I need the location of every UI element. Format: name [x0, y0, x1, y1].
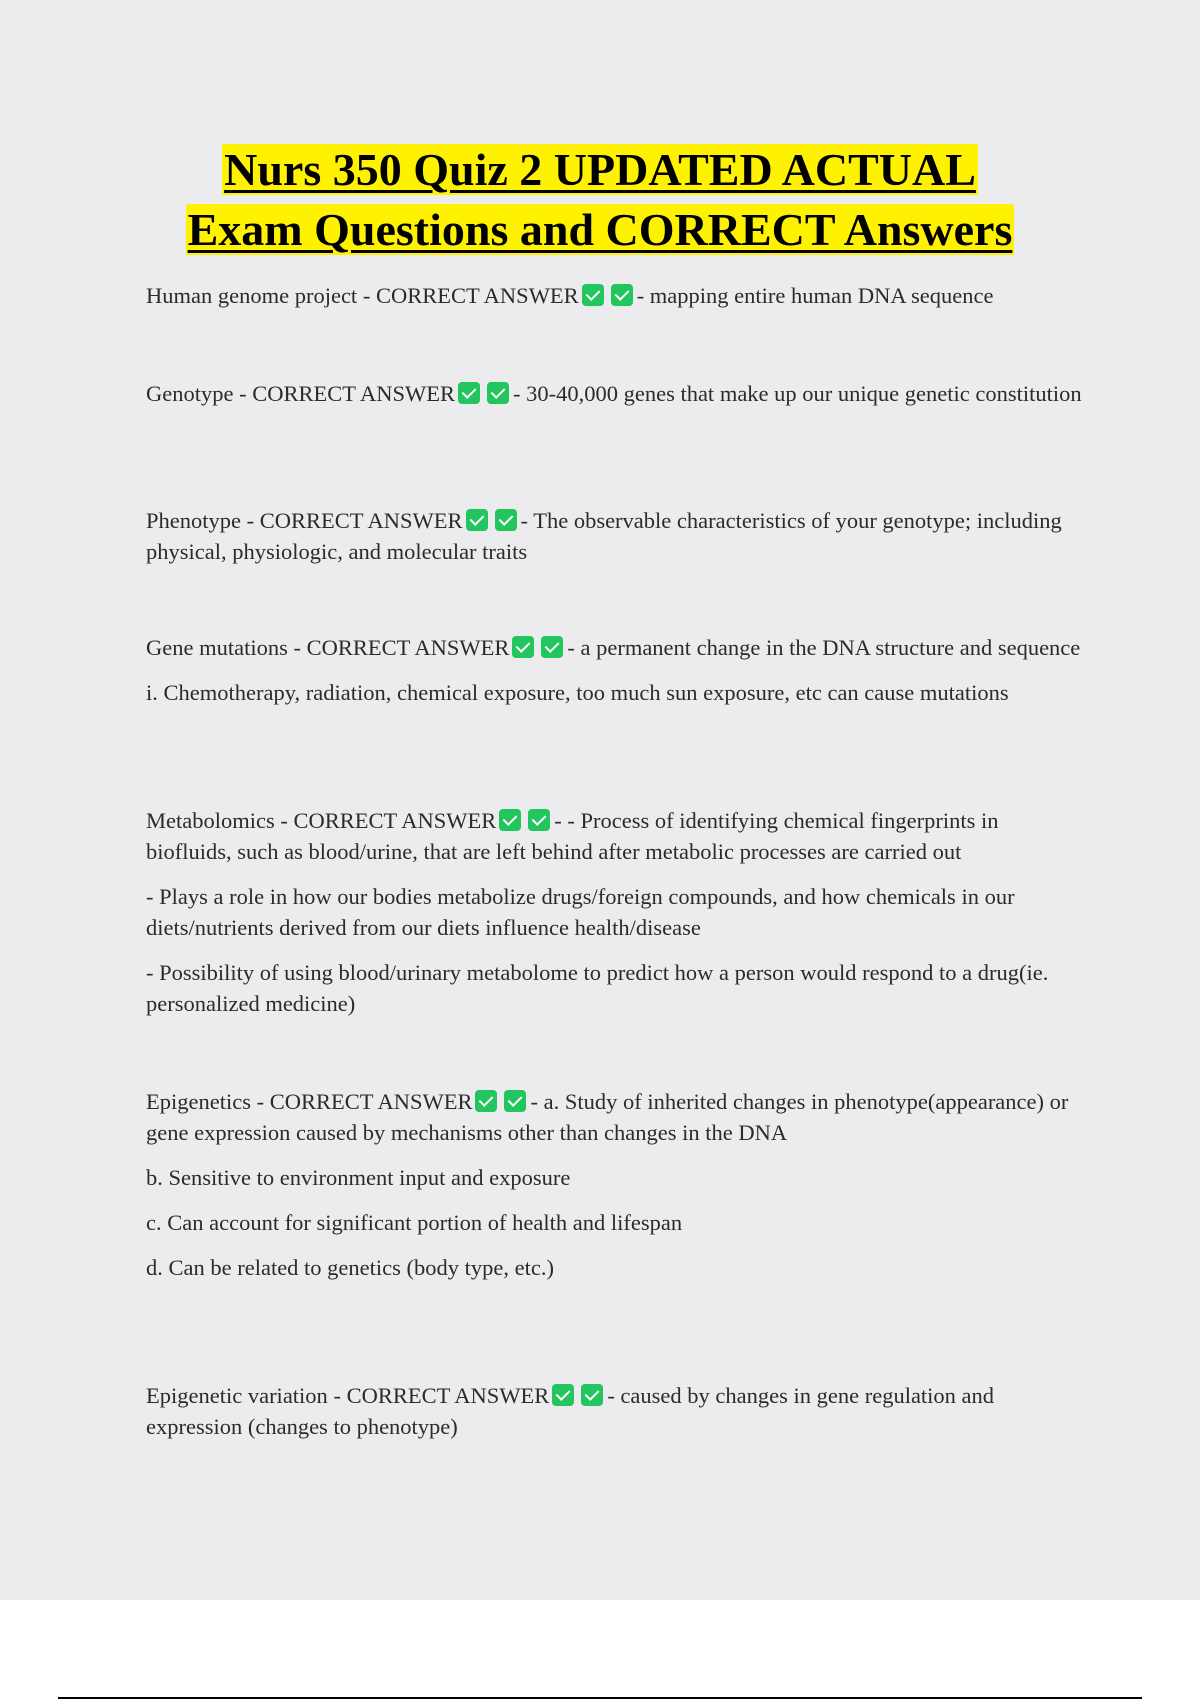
- qa-answer: - caused by changes in gene regulation and expression (changes to phenotype): [146, 1383, 995, 1439]
- qa-entry-genotype: [146, 378, 1082, 409]
- correct-answer-label: CORRECT ANSWER: [375, 283, 579, 308]
- check-icon: [466, 509, 488, 531]
- check-icon: [512, 636, 534, 658]
- qa-entry-phenotype: [146, 505, 1086, 567]
- correct-answer-label: CORRECT ANSWER: [306, 635, 510, 660]
- document-title: [0, 140, 1200, 260]
- check-icon: [582, 284, 604, 306]
- page-divider: [58, 1697, 1142, 1699]
- qa-term: Genotype: [146, 381, 234, 406]
- check-icon: [495, 509, 517, 531]
- qa-note: i. Chemotherapy, radiation, chemical exposure, too much sun exposure, etc can cause mutations: [146, 680, 1009, 705]
- check-icon: [552, 1384, 574, 1406]
- qa-entry-human-genome-project: [146, 280, 993, 311]
- qa-term: Epigenetics: [146, 1089, 251, 1114]
- qa-entry-gene-mutations: [146, 632, 1080, 708]
- check-icon: [458, 382, 480, 404]
- qa-answer: - a permanent change in the DNA structure and sequence: [567, 635, 1081, 660]
- qa-answer: - mapping entire human DNA sequence: [636, 283, 994, 308]
- qa-note: b. Sensitive to environment input and exposure: [146, 1165, 571, 1190]
- check-icon: [475, 1090, 497, 1112]
- qa-note: c. Can account for significant portion of health and lifespan: [146, 1210, 683, 1235]
- check-icon: [504, 1090, 526, 1112]
- title-line-1: Nurs 350 Quiz 2 UPDATED ACTUAL: [224, 144, 976, 195]
- qa-answer: - a. Study of inherited changes in phenotype(appearance) or gene expression caused by mechanisms other than changes in the DNA: [146, 1089, 1069, 1145]
- qa-answer-line: Genotype - CORRECT ANSWER - 30-40,000 genes that make up our unique genetic constitution: [146, 381, 1082, 406]
- qa-entry-epigenetic-variation: [146, 1380, 1086, 1442]
- qa-term: Gene mutations: [146, 635, 288, 660]
- qa-answer-line: Metabolomics - CORRECT ANSWER - - Process of identifying chemical fingerprints in biofluids, such as blood/urine, that are left behind after metabolic processes are carried out: [146, 808, 999, 864]
- qa-answer: - - Process of identifying chemical fingerprints in biofluids, such as blood/urine, that are left behind after metabolic processes are carried out: [146, 808, 999, 864]
- qa-answer-line: Phenotype - CORRECT ANSWER - The observable characteristics of your genotype; including physical, physiologic, and molecular traits: [146, 508, 1062, 564]
- qa-answer: - 30-40,000 genes that make up our unique genetic constitution: [512, 381, 1082, 406]
- qa-answer-line: Epigenetics - CORRECT ANSWER - a. Study of inherited changes in phenotype(appearance) or gene expression caused by mechanisms other than changes in the DNA: [146, 1089, 1069, 1145]
- qa-entry-metabolomics: [146, 805, 1086, 1019]
- check-icon: [611, 284, 633, 306]
- correct-answer-label: CORRECT ANSWER: [269, 1089, 473, 1114]
- check-icon: [581, 1384, 603, 1406]
- qa-answer-line: Human genome project - CORRECT ANSWER - mapping entire human DNA sequence: [146, 283, 994, 308]
- qa-term: Metabolomics: [146, 808, 275, 833]
- check-icon: [528, 809, 550, 831]
- qa-term: Phenotype: [146, 508, 241, 533]
- correct-answer-label: CORRECT ANSWER: [293, 808, 497, 833]
- check-icon: [541, 636, 563, 658]
- qa-note: - Plays a role in how our bodies metabolize drugs/foreign compounds, and how chemicals in our diets/nutrients derived from our diets influence health/disease: [146, 884, 1015, 940]
- qa-term: Epigenetic variation: [146, 1383, 328, 1408]
- correct-answer-label: CORRECT ANSWER: [252, 381, 455, 406]
- qa-entry-epigenetics: [146, 1086, 1086, 1283]
- correct-answer-label: CORRECT ANSWER: [346, 1383, 550, 1408]
- check-icon: [487, 382, 509, 404]
- correct-answer-label: CORRECT ANSWER: [259, 508, 463, 533]
- qa-note: d. Can be related to genetics (body type, etc.): [146, 1255, 554, 1280]
- check-icon: [499, 809, 521, 831]
- qa-answer: - The observable characteristics of your genotype; including physical, physiologic, and molecular traits: [146, 508, 1062, 564]
- title-line-2: Exam Questions and CORRECT Answers: [187, 204, 1013, 255]
- qa-answer-line: Gene mutations - CORRECT ANSWER - a permanent change in the DNA structure and sequence: [146, 635, 1081, 660]
- qa-term: Human genome project: [146, 283, 358, 308]
- qa-note: - Possibility of using blood/urinary metabolome to predict how a person would respond to a drug(ie. personalized medicine): [146, 960, 1049, 1016]
- qa-answer-line: Epigenetic variation - CORRECT ANSWER - caused by changes in gene regulation and expression (changes to phenotype): [146, 1383, 995, 1439]
